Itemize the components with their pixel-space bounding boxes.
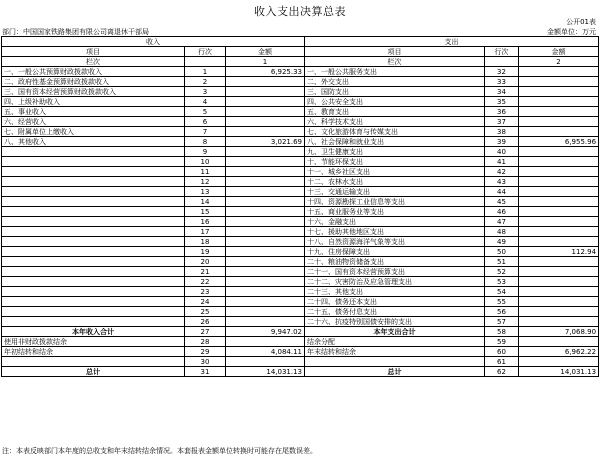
income-col-number: 1 (226, 57, 305, 67)
footnote: 注：本表反映部门本年度的总收支和年末结转结余情况。本套报表金额单位转换时可能存在尾数误差。 (2, 447, 317, 455)
expense-amount-cell (519, 117, 599, 127)
expense-item-cell: 十九、住房保障支出 (305, 247, 485, 257)
table-row (2, 367, 599, 377)
expense-row-no-cell: 55 (485, 297, 519, 307)
expense-amount-cell (519, 317, 599, 327)
expense-row-no-cell: 52 (485, 267, 519, 277)
table-row (2, 267, 599, 277)
income-row-no-cell: 18 (185, 237, 226, 247)
income-amount-cell (226, 77, 305, 87)
income-item-cell: 使用非财政拨款结余 (2, 337, 185, 347)
income-item-cell (2, 307, 185, 317)
expense-amount-cell (519, 87, 599, 97)
section-header-row (2, 37, 599, 47)
expense-row-no-cell: 51 (485, 257, 519, 267)
income-row-no-cell: 25 (185, 307, 226, 317)
expense-row-no-cell: 47 (485, 217, 519, 227)
expense-row-no-cell: 34 (485, 87, 519, 97)
income-row-no-cell: 9 (185, 147, 226, 157)
expense-amount-cell (519, 217, 599, 227)
table-row (2, 257, 599, 267)
table-row (2, 187, 599, 197)
income-item-cell: 本年收入合计 (2, 327, 185, 337)
income-item-cell (2, 207, 185, 217)
income-expense-table (1, 36, 599, 377)
unit-label: 金额单位：万元 (547, 28, 596, 36)
table-row (2, 137, 599, 147)
income-row-no-cell: 20 (185, 257, 226, 267)
expense-row-no-cell: 33 (485, 77, 519, 87)
expense-item-cell: 二十、粮油物资储备支出 (305, 257, 485, 267)
income-row-no-cell: 29 (185, 347, 226, 357)
expense-amount-cell (519, 177, 599, 187)
income-item-cell (2, 257, 185, 267)
income-item-cell (2, 277, 185, 287)
expense-amount-cell (519, 197, 599, 207)
table-row (2, 147, 599, 157)
table-row (2, 127, 599, 137)
table-row (2, 277, 599, 287)
income-row-no-cell: 23 (185, 287, 226, 297)
expense-item-cell: 十三、交通运输支出 (305, 187, 485, 197)
expense-item-cell: 一、一般公共服务支出 (305, 67, 485, 77)
income-amount-cell: 3,021.69 (226, 137, 305, 147)
income-item-cell (2, 197, 185, 207)
income-item-cell (2, 287, 185, 297)
expense-col-label: 栏次 (305, 57, 485, 67)
income-amount-cell (226, 87, 305, 97)
expense-amount-cell (519, 297, 599, 307)
expense-row-no-cell: 59 (485, 337, 519, 347)
expense-row-no-cell: 60 (485, 347, 519, 357)
income-amount-cell (226, 237, 305, 247)
income-amount-cell (226, 177, 305, 187)
expense-row-no-cell: 53 (485, 277, 519, 287)
income-amount-cell (226, 187, 305, 197)
income-amount-cell (226, 307, 305, 317)
expense-item-cell: 十一、城乡社区支出 (305, 167, 485, 177)
income-row-no-cell: 31 (185, 367, 226, 377)
income-item-cell (2, 167, 185, 177)
income-amount-header: 金额 (226, 47, 305, 57)
income-row-no-cell: 2 (185, 77, 226, 87)
income-amount-cell (226, 157, 305, 167)
expense-amount-cell: 14,031.13 (519, 367, 599, 377)
expense-item-cell: 十六、金融支出 (305, 217, 485, 227)
income-amount-cell (226, 317, 305, 327)
expense-row-no-cell: 49 (485, 237, 519, 247)
income-row-no-cell: 21 (185, 267, 226, 277)
expense-row-no-cell: 42 (485, 167, 519, 177)
expense-amount-cell (519, 157, 599, 167)
table-row (2, 337, 599, 347)
table-row (2, 157, 599, 167)
income-col-label: 栏次 (2, 57, 185, 67)
income-row-no-cell: 4 (185, 97, 226, 107)
income-amount-cell (226, 297, 305, 307)
income-item-cell (2, 217, 185, 227)
expense-row-no-cell: 58 (485, 327, 519, 337)
income-item-cell (2, 237, 185, 247)
expense-amount-cell (519, 127, 599, 137)
income-amount-cell (226, 267, 305, 277)
expense-item-cell: 十七、援助其他地区支出 (305, 227, 485, 237)
expense-amount-cell (519, 237, 599, 247)
table-row (2, 237, 599, 247)
expense-row-no-cell: 43 (485, 177, 519, 187)
income-amount-cell (226, 217, 305, 227)
expense-amount-header: 金额 (519, 47, 599, 57)
expense-item-cell: 三、国防支出 (305, 87, 485, 97)
income-amount-cell (226, 207, 305, 217)
expense-row-no-cell: 46 (485, 207, 519, 217)
income-amount-cell (226, 107, 305, 117)
income-row-no-cell: 5 (185, 107, 226, 117)
income-item-cell: 八、其他收入 (2, 137, 185, 147)
expense-item-cell: 十八、自然资源海洋气象等支出 (305, 237, 485, 247)
report-title: 收入支出决算总表 (254, 5, 346, 18)
table-row (2, 327, 599, 337)
income-item-cell: 五、事业收入 (2, 107, 185, 117)
expense-item-cell (305, 357, 485, 367)
income-row-no-cell: 19 (185, 247, 226, 257)
expense-row-no-cell: 36 (485, 107, 519, 117)
income-item-cell (2, 157, 185, 167)
table-row (2, 317, 599, 327)
income-amount-cell (226, 227, 305, 237)
income-amount-cell (226, 247, 305, 257)
expense-item-cell: 十四、资源勘探工业信息等支出 (305, 197, 485, 207)
income-row-no-cell: 15 (185, 207, 226, 217)
expense-col-number: 2 (519, 57, 599, 67)
expense-row-no-cell: 38 (485, 127, 519, 137)
expense-row-no-cell: 61 (485, 357, 519, 367)
expense-amount-cell (519, 107, 599, 117)
table-row (2, 207, 599, 217)
expense-item-cell: 结余分配 (305, 337, 485, 347)
expense-row-no-cell: 54 (485, 287, 519, 297)
form-number: 公开01表 (566, 18, 596, 26)
income-row-no-cell: 26 (185, 317, 226, 327)
expense-row-no-cell: 57 (485, 317, 519, 327)
expense-item-cell: 二十一、国有资本经营预算支出 (305, 267, 485, 277)
expense-item-cell: 五、教育支出 (305, 107, 485, 117)
expense-amount-cell (519, 267, 599, 277)
income-section-header: 收入 (2, 37, 305, 47)
income-row-no-cell: 24 (185, 297, 226, 307)
expense-row-no-cell: 39 (485, 137, 519, 147)
income-amount-cell (226, 117, 305, 127)
income-item-cell: 总计 (2, 367, 185, 377)
income-item-header: 项目 (2, 47, 185, 57)
income-item-cell (2, 357, 185, 367)
expense-row-no-cell: 44 (485, 187, 519, 197)
expense-item-cell: 二十三、其他支出 (305, 287, 485, 297)
income-item-cell: 二、政府性基金预算财政拨款收入 (2, 77, 185, 87)
income-item-cell (2, 247, 185, 257)
income-row-no-cell: 1 (185, 67, 226, 77)
income-row-no-cell: 17 (185, 227, 226, 237)
expense-item-cell: 四、公共安全支出 (305, 97, 485, 107)
income-row-no-cell: 3 (185, 87, 226, 97)
expense-amount-cell (519, 77, 599, 87)
income-item-cell (2, 267, 185, 277)
table-row (2, 247, 599, 257)
expense-item-cell: 九、卫生健康支出 (305, 147, 485, 157)
expense-amount-cell (519, 97, 599, 107)
expense-row-no-cell: 32 (485, 67, 519, 77)
income-item-cell (2, 317, 185, 327)
expense-row-no-cell: 41 (485, 157, 519, 167)
income-item-cell (2, 297, 185, 307)
income-row-no-cell: 16 (185, 217, 226, 227)
table-row (2, 77, 599, 87)
income-row-no-cell: 12 (185, 177, 226, 187)
expense-item-cell: 二十四、债务还本支出 (305, 297, 485, 307)
income-row-no-cell: 7 (185, 127, 226, 137)
expense-amount-cell: 112.94 (519, 247, 599, 257)
income-row-no-cell: 13 (185, 187, 226, 197)
expense-amount-cell (519, 277, 599, 287)
income-amount-cell (226, 357, 305, 367)
column-header-row (2, 47, 599, 57)
income-row-no-cell: 28 (185, 337, 226, 347)
expense-amount-cell (519, 187, 599, 197)
income-row-no-cell: 14 (185, 197, 226, 207)
expense-row-no-cell: 62 (485, 367, 519, 377)
income-amount-cell (226, 277, 305, 287)
income-row-no-cell: 30 (185, 357, 226, 367)
income-row-no-cell: 8 (185, 137, 226, 147)
income-amount-cell (226, 147, 305, 157)
income-item-cell: 四、上级补助收入 (2, 97, 185, 107)
income-amount-cell (226, 97, 305, 107)
expense-item-cell: 二十二、灾害防治及应急管理支出 (305, 277, 485, 287)
income-item-cell (2, 177, 185, 187)
expense-row-no-cell: 35 (485, 97, 519, 107)
income-amount-cell: 4,084.11 (226, 347, 305, 357)
table-row (2, 107, 599, 117)
table-row (2, 297, 599, 307)
income-row-no-cell: 6 (185, 117, 226, 127)
income-amount-cell (226, 337, 305, 347)
income-row-no-cell: 27 (185, 327, 226, 337)
expense-amount-cell (519, 337, 599, 347)
table-row (2, 167, 599, 177)
income-amount-cell: 9,947.02 (226, 327, 305, 337)
income-item-cell: 七、附属单位上缴收入 (2, 127, 185, 137)
income-amount-cell (226, 127, 305, 137)
expense-item-cell: 年末结转和结余 (305, 347, 485, 357)
table-row (2, 227, 599, 237)
income-col-blank (185, 57, 226, 67)
expense-amount-cell: 6,955.96 (519, 137, 599, 147)
expense-item-cell: 十二、农林水支出 (305, 177, 485, 187)
expense-item-cell: 二十五、债务付息支出 (305, 307, 485, 317)
expense-row-no-header: 行次 (485, 47, 519, 57)
expense-amount-cell: 6,962.22 (519, 347, 599, 357)
income-amount-cell: 14,031.13 (226, 367, 305, 377)
expense-item-cell: 总计 (305, 367, 485, 377)
expense-item-cell: 七、文化旅游体育与传媒支出 (305, 127, 485, 137)
income-amount-cell (226, 287, 305, 297)
income-amount-cell (226, 167, 305, 177)
table-row (2, 67, 599, 77)
expense-amount-cell (519, 357, 599, 367)
expense-amount-cell (519, 287, 599, 297)
table-row (2, 177, 599, 187)
expense-section-header: 支出 (305, 37, 599, 47)
expense-item-cell: 十、节能环保支出 (305, 157, 485, 167)
income-item-cell (2, 227, 185, 237)
income-item-cell (2, 187, 185, 197)
income-item-cell: 年初结转和结余 (2, 347, 185, 357)
income-row-no-header: 行次 (185, 47, 226, 57)
expense-col-blank (485, 57, 519, 67)
table-row (2, 87, 599, 97)
expense-amount-cell: 7,068.90 (519, 327, 599, 337)
expense-amount-cell (519, 67, 599, 77)
income-item-cell (2, 147, 185, 157)
expense-item-cell: 六、科学技术支出 (305, 117, 485, 127)
table-row (2, 217, 599, 227)
expense-amount-cell (519, 167, 599, 177)
expense-row-no-cell: 45 (485, 197, 519, 207)
expense-amount-cell (519, 307, 599, 317)
expense-row-no-cell: 37 (485, 117, 519, 127)
table-row (2, 307, 599, 317)
expense-item-cell: 八、社会保障和就业支出 (305, 137, 485, 147)
expense-item-cell: 本年支出合计 (305, 327, 485, 337)
expense-row-no-cell: 56 (485, 307, 519, 317)
table-row (2, 117, 599, 127)
income-item-cell: 三、国有资本经营预算财政拨款收入 (2, 87, 185, 97)
expense-amount-cell (519, 257, 599, 267)
expense-amount-cell (519, 147, 599, 157)
income-amount-cell (226, 197, 305, 207)
column-number-row (2, 57, 599, 67)
table-row (2, 287, 599, 297)
income-item-cell: 六、经营收入 (2, 117, 185, 127)
expense-item-header: 项目 (305, 47, 485, 57)
expense-item-cell: 十五、商业服务业等支出 (305, 207, 485, 217)
table-row (2, 347, 599, 357)
expense-amount-cell (519, 207, 599, 217)
income-amount-cell: 6,925.33 (226, 67, 305, 77)
table-row (2, 357, 599, 367)
expense-row-no-cell: 40 (485, 147, 519, 157)
income-row-no-cell: 10 (185, 157, 226, 167)
table-row (2, 197, 599, 207)
income-row-no-cell: 22 (185, 277, 226, 287)
expense-item-cell: 二、外交支出 (305, 77, 485, 87)
expense-item-cell: 二十六、抗疫特别国债安排的支出 (305, 317, 485, 327)
income-row-no-cell: 11 (185, 167, 226, 177)
department-label: 部门：中国国家铁路集团有限公司离退休干部局 (2, 28, 149, 36)
income-item-cell: 一、一般公共预算财政拨款收入 (2, 67, 185, 77)
table-row (2, 97, 599, 107)
expense-row-no-cell: 48 (485, 227, 519, 237)
income-amount-cell (226, 257, 305, 267)
expense-row-no-cell: 50 (485, 247, 519, 257)
expense-amount-cell (519, 227, 599, 237)
